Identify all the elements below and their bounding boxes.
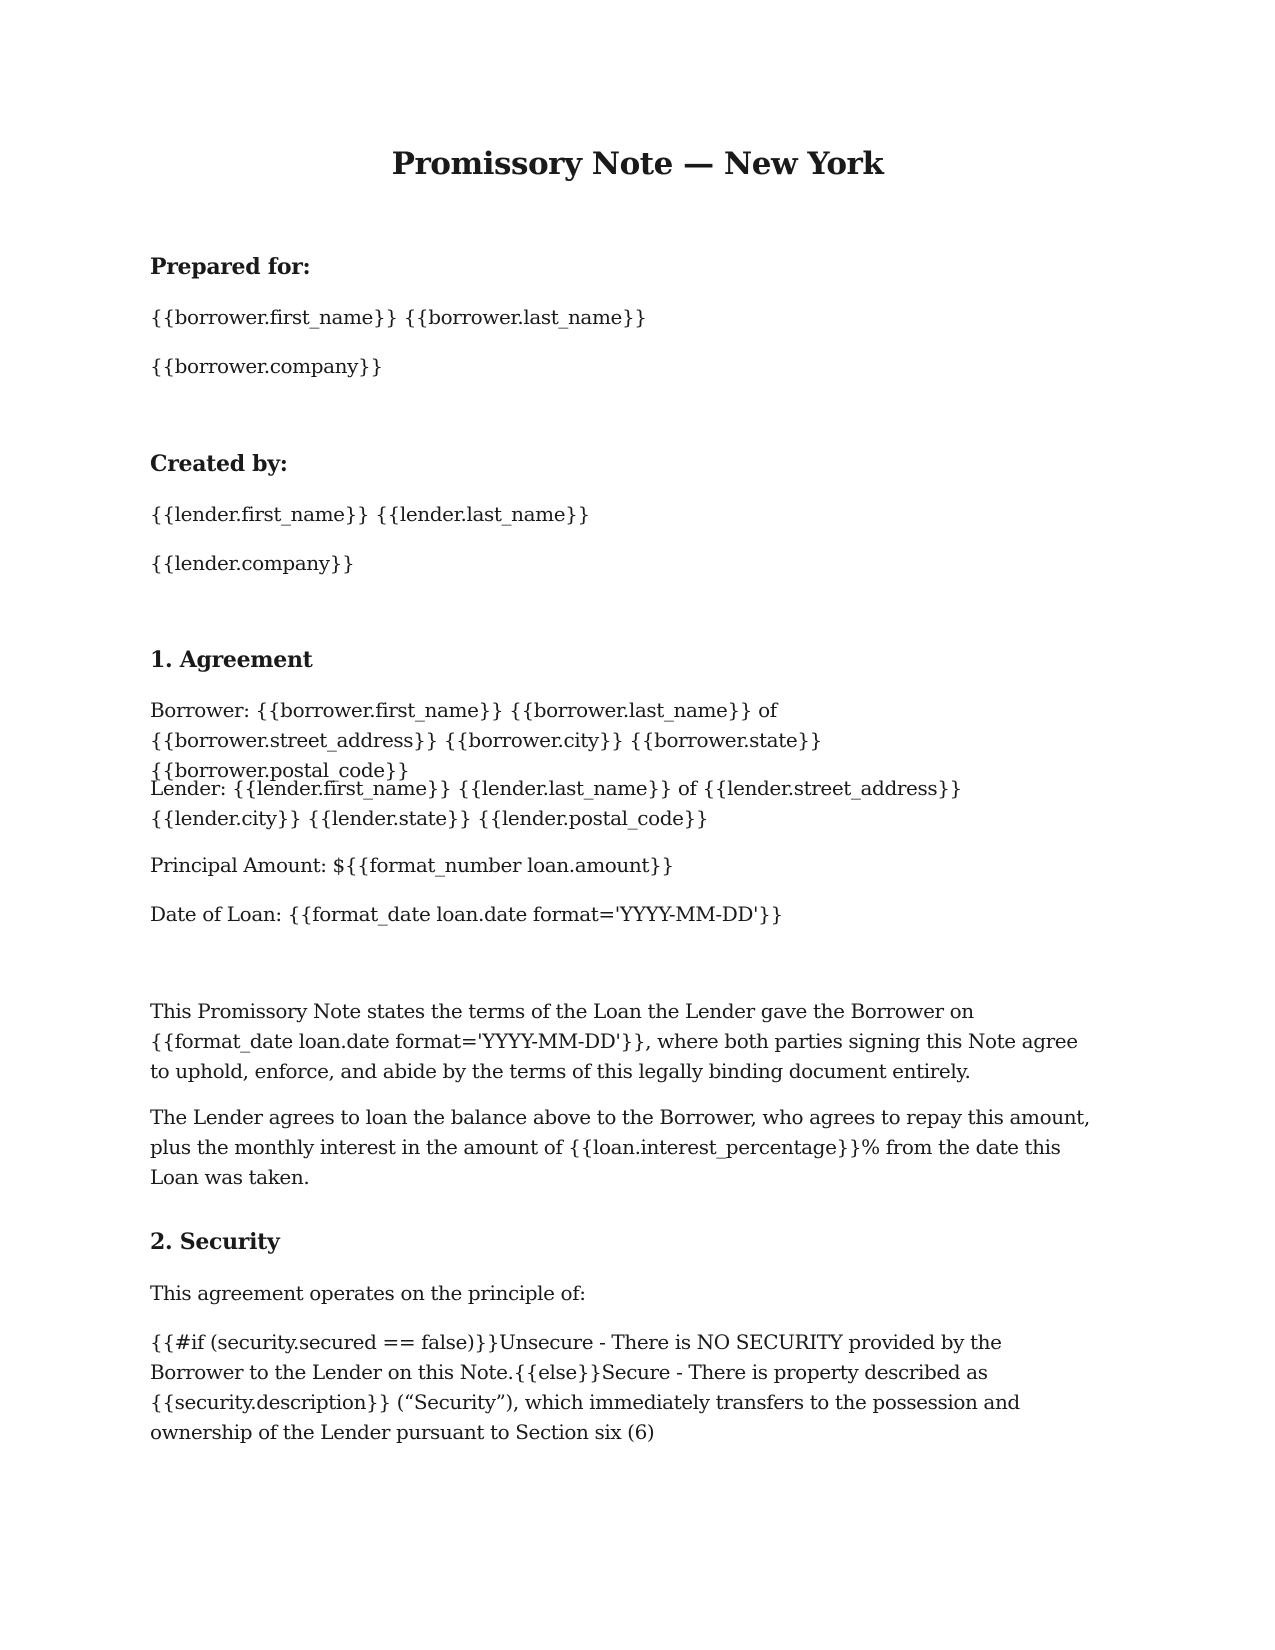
security-intro: This agreement operates on the principle of: <box>150 1281 586 1305</box>
agreement-lender: Lender: {{lender.first_name}} {{lender.last_name}} of {{lender.street_address}} {{lender.city}} {{lender.state}} {{lender.postal_code}} <box>150 776 962 830</box>
section-agreement-heading: 1. Agreement <box>150 647 313 673</box>
created-by-company: {{lender.company}} <box>150 551 355 575</box>
agreement-terms-paragraph: This Promissory Note states the terms of the Loan the Lender gave the Borrower on {{format_date loan.date format='YYYY-MM-DD'}}, where both parties signing this Note agree to uphold, enforce, and abide by the terms of this legally binding document entirely. <box>150 999 1078 1083</box>
prepared-for-heading: Prepared for: <box>150 254 311 280</box>
created-by-name: {{lender.first_name}} {{lender.last_name}} <box>150 502 590 526</box>
agreement-borrower: Borrower: {{borrower.first_name}} {{borrower.last_name}} of {{borrower.street_address}} {{borrower.city}} {{borrower.state}} {{borrower.postal_code}} <box>150 698 822 782</box>
prepared-for-name: {{borrower.first_name}} {{borrower.last_name}} <box>150 305 647 329</box>
agreement-principal: Principal Amount: ${{format_number loan.amount}} <box>150 853 674 877</box>
prepared-for-company: {{borrower.company}} <box>150 354 383 378</box>
section-security-heading: 2. Security <box>150 1229 280 1255</box>
created-by-heading: Created by: <box>150 451 288 477</box>
agreement-interest-paragraph: The Lender agrees to loan the balance above to the Borrower, who agrees to repay this amount, plus the monthly interest in the amount of {{loan.interest_percentage}}% from the date this Loan was taken. <box>150 1105 1090 1189</box>
agreement-date: Date of Loan: {{format_date loan.date format='YYYY-MM-DD'}} <box>150 902 783 926</box>
document-title: Promissory Note — New York <box>391 146 884 182</box>
security-clause: {{#if (security.secured == false)}}Unsecure - There is NO SECURITY provided by the Borrower to the Lender on this Note.{{else}}Secure - There is property described as {{security.description}} (“Security”), which immediately transfers to the possession and ownership of the Lender pursuant to Section six (6) <box>150 1330 1020 1444</box>
